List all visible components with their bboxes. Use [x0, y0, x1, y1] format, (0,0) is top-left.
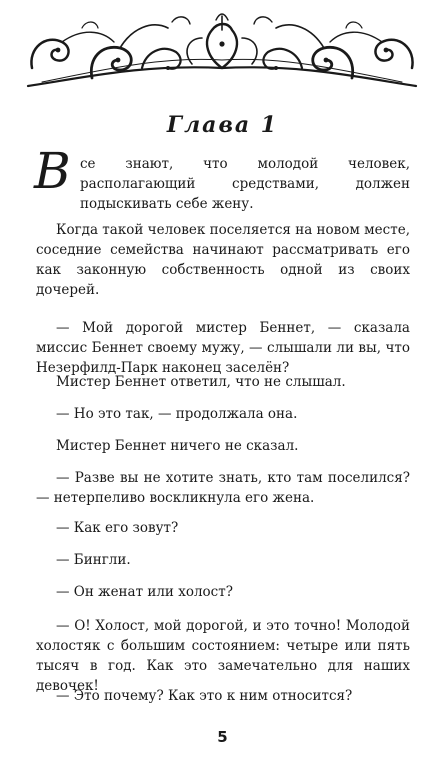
paragraph-7: — Как его зовут? [56, 520, 179, 536]
chapter-title: Глава 1 [166, 112, 279, 138]
paragraph-3: Мистер Беннет ответил, что не слышал. [56, 374, 346, 390]
page-number: 5 [217, 728, 228, 746]
paragraph-6: — Разве вы не хотите знать, кто там поселился? — нетерпеливо воскликнула его жена. [36, 470, 410, 506]
paragraph-11: — Это почему? Как это к ним относится? [56, 688, 353, 704]
paragraph-2: — Мой дорогой мистер Беннет, — сказала миссис Беннет своему мужу, — слышали ли вы, что Незерфилд-Парк наконец заселён? [36, 320, 410, 376]
paragraph-1: Когда такой человек поселяется на новом месте, соседние семейства начинают рассматривать его как законную собственность одной из своих дочерей. [36, 222, 410, 298]
paragraph-5: Мистер Беннет ничего не сказал. [56, 438, 299, 454]
paragraph-8: — Бингли. [56, 552, 131, 568]
paragraph-4: — Но это так, — продолжала она. [56, 406, 298, 422]
flourish-ornament-icon [22, 8, 422, 96]
paragraph-10: — О! Холост, мой дорогой, и это точно! Молодой холостяк с большим состоянием: четыре или пять тысяч в год. Как это замечательно для наших девочек! [36, 618, 410, 694]
paragraph-9: — Он женат или холост? [56, 584, 233, 600]
opening-paragraph: се знают, что молодой человек, располагающий средствами, должен подыскивать себе жену. [80, 156, 410, 212]
drop-cap-letter: В [34, 142, 71, 200]
